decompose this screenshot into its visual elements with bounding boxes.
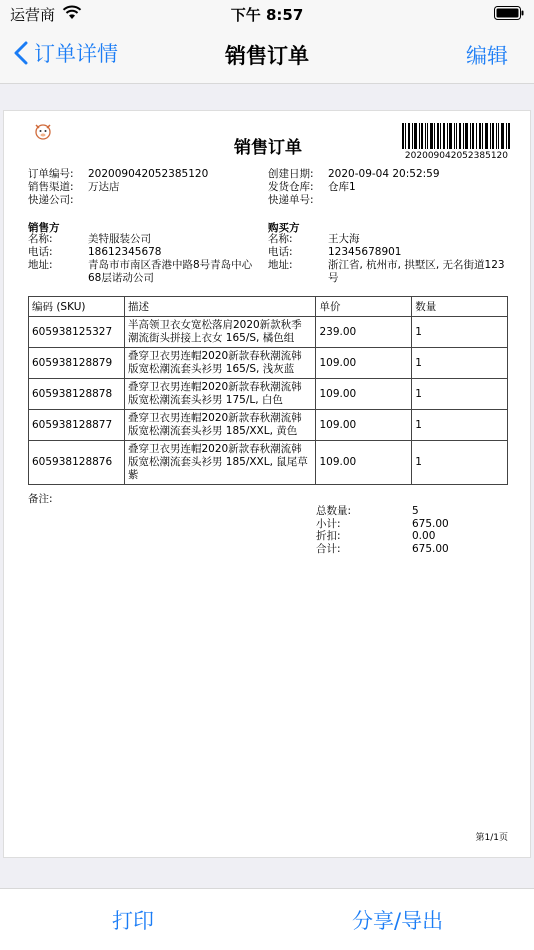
discount-value: 0.00	[412, 530, 436, 542]
seller-heading: 销售方	[28, 222, 60, 234]
description-line: 叠穿卫衣男连帽2020新款春秋潮流韩	[127, 443, 302, 455]
status-bar	[0, 0, 534, 28]
totals-block	[316, 505, 476, 555]
table-row	[29, 379, 508, 410]
description-line: 紫	[127, 469, 139, 481]
bottom-toolbar	[0, 888, 534, 950]
total-quantity-row	[316, 505, 476, 518]
warehouse-label: 发货仓库:	[268, 181, 314, 193]
grand-total-label: 合计:	[316, 542, 341, 555]
cell-sku: 605938128878	[29, 379, 125, 410]
share-export-button[interactable]: 分享/导出	[352, 909, 444, 933]
cell-price: 109.00	[316, 348, 412, 379]
cell-sku: 605938125327	[29, 317, 125, 348]
seller-name-label: 名称:	[28, 233, 53, 245]
order-number-value: 202009042052385120	[88, 168, 209, 180]
order-info-right	[268, 168, 508, 208]
seller-address-line1: 青岛市市南区香港中路8号青岛中心	[88, 259, 253, 271]
cell-description	[124, 410, 316, 441]
battery-icon	[494, 6, 524, 20]
column-header-sku: 编码 (SKU)	[29, 297, 125, 317]
subtotal-value: 675.00	[412, 517, 449, 530]
buyer-phone-label: 电话:	[268, 246, 293, 258]
cell-quantity: 1	[412, 379, 508, 410]
seller-phone: 18612345678	[88, 246, 162, 258]
buyer-name-label: 名称:	[268, 233, 293, 245]
seller-address-line2: 68层诺动公司	[88, 272, 154, 284]
sales-channel-label: 销售渠道:	[28, 181, 74, 193]
column-header-price: 单价	[316, 297, 412, 317]
created-date-label: 创建日期:	[268, 168, 314, 180]
seller-address-label: 地址:	[28, 259, 53, 271]
print-button[interactable]: 打印	[112, 909, 154, 933]
table-row	[29, 441, 508, 485]
description-line: 版宽松潮流套头衫男 185/XXL, 鼠尾草	[127, 456, 308, 468]
description-line: 潮流街头拼接上衣女 165/S, 橘色组	[127, 332, 295, 344]
carrier-label: 运营商	[10, 6, 56, 24]
warehouse-value: 仓库1	[328, 181, 356, 193]
created-date-value: 2020-09-04 20:52:59	[328, 168, 440, 180]
sales-channel-value: 万达店	[88, 181, 120, 193]
table-row	[29, 317, 508, 348]
order-info-left	[28, 168, 248, 208]
back-label: 订单详情	[34, 42, 118, 66]
cell-description	[124, 441, 316, 485]
column-header-quantity: 数量	[412, 297, 508, 317]
remark-label: 备注:	[28, 493, 53, 505]
cell-price: 109.00	[316, 441, 412, 485]
cell-quantity: 1	[412, 317, 508, 348]
buyer-address-label: 地址:	[268, 259, 293, 271]
cell-price: 109.00	[316, 410, 412, 441]
description-line: 版宽松潮流套头衫男 185/XXL, 黄色	[127, 425, 298, 437]
cell-sku: 605938128879	[29, 348, 125, 379]
table-row	[29, 348, 508, 379]
description-line: 半高领卫衣女宽松落肩2020新款秋季	[127, 319, 302, 331]
page-number: 第1/1页	[475, 833, 508, 843]
barcode-number: 202009042052385120	[404, 151, 508, 161]
table-header-row	[29, 297, 508, 317]
column-header-description: 描述	[124, 297, 316, 317]
seller-phone-label: 电话:	[28, 246, 53, 258]
edit-button[interactable]: 编辑	[466, 44, 508, 68]
items-table	[28, 296, 508, 485]
document-preview-area[interactable]	[0, 84, 534, 888]
courier-label: 快递公司:	[28, 194, 74, 206]
total-quantity-value: 5	[412, 505, 419, 517]
cell-quantity: 1	[412, 410, 508, 441]
description-line: 叠穿卫衣男连帽2020新款春秋潮流韩	[127, 412, 302, 424]
cell-price: 239.00	[316, 317, 412, 348]
discount-row	[316, 530, 476, 543]
description-line: 版宽松潮流套头衫男 175/L, 白色	[127, 394, 283, 406]
buyer-phone: 12345678901	[328, 246, 402, 258]
buyer-info	[268, 233, 508, 289]
buyer-address-line1: 浙江省, 杭州市, 拱墅区, 无名街道123	[328, 259, 505, 271]
tracking-number-label: 快递单号:	[268, 194, 314, 206]
grand-total-row	[316, 543, 476, 556]
subtotal-label: 小计:	[316, 517, 341, 530]
cell-quantity: 1	[412, 441, 508, 485]
total-quantity-label: 总数量:	[316, 505, 352, 517]
subtotal-row	[316, 518, 476, 531]
description-line: 叠穿卫衣男连帽2020新款春秋潮流韩	[127, 350, 302, 362]
table-row	[29, 410, 508, 441]
cell-price: 109.00	[316, 379, 412, 410]
buyer-name: 王大海	[328, 233, 360, 245]
status-time: 下午 8:57	[230, 6, 304, 24]
description-line: 叠穿卫衣男连帽2020新款春秋潮流韩	[127, 381, 302, 393]
cell-sku: 605938128876	[29, 441, 125, 485]
order-number-label: 订单编号:	[28, 168, 74, 180]
seller-info	[28, 233, 268, 289]
buyer-heading: 购买方	[268, 222, 300, 234]
cell-description	[124, 348, 316, 379]
description-line: 版宽松潮流套头衫男 165/S, 浅灰蓝	[127, 363, 295, 375]
grand-total-value: 675.00	[412, 542, 449, 555]
cell-description	[124, 317, 316, 348]
discount-label: 折扣:	[316, 530, 341, 542]
cell-quantity: 1	[412, 348, 508, 379]
barcode-image	[402, 123, 510, 149]
nav-title: 销售订单	[225, 44, 309, 68]
cell-description	[124, 379, 316, 410]
seller-name: 美特服装公司	[88, 233, 151, 245]
cell-sku: 605938128877	[29, 410, 125, 441]
order-document	[3, 110, 531, 858]
navigation-bar	[0, 28, 534, 84]
buyer-address-line2: 号	[328, 272, 339, 284]
document-title: 销售订单	[234, 138, 302, 158]
